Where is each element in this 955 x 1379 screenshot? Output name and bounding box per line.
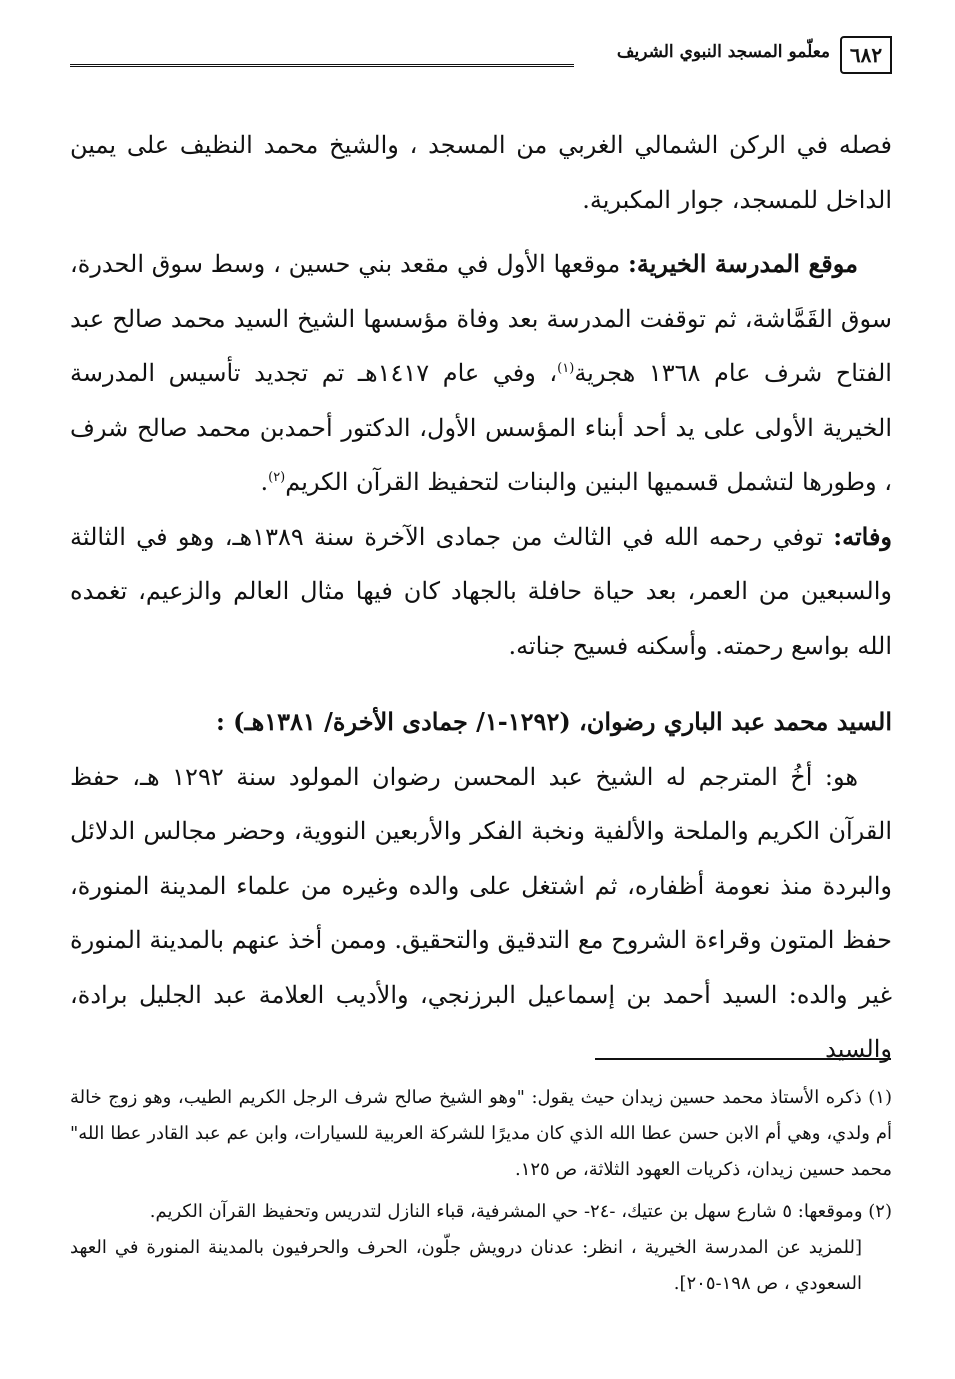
footnote-ref-2: (٢)	[268, 470, 286, 485]
biography-heading: السيد محمد عبد الباري رضوان، (١٢٩٢-١/ جمادى الأخرة/ ١٣٨١هـ) :	[215, 707, 892, 736]
footnote-2-continued: [للمزيد عن المدرسة الخيرية ، انظر: عدنان درويش جلّون، الحرف والحرفيون بالمدينة المنورة في العهد السعودي ، ص ١٩٨-٢٠٥].	[70, 1237, 862, 1294]
death-label: وفاته:	[833, 521, 892, 551]
running-header	[70, 34, 892, 78]
school-location-label: موقع المدرسة الخيرية:	[628, 249, 858, 278]
paragraph-biography: هو: أخُ المترجم له الشيخ عبد المحسن رضوان المولود سنة ١٢٩٢ هـ، حفظ القرآن الكريم والملحة والألفية ونخبة الفكر والأربعين النووية، وحضر مجالس الدلائل والبردة منذ نعومة أظفاره، ثم اشتغل على والده وغيره من علماء المدينة المنورة، حفظ المتون وقراءة الشروح مع التدقيق والتحقيق. وممن أخذ عنهم بالمدينة المنورة غير والده: السيد أحمد بن إسماعيل البرزنجي، والأديب العلامة عبد الجليل برادة، والسيد	[70, 762, 892, 1063]
death-text: توفي رحمه الله في الثالث من جمادى الآخرة سنة ١٣٨٩هـ، وهو في الثالثة والسبعين من العمر، بعد حياة حافلة بالجهاد كان فيها مثال العالم والزعيم، تغمده الله بواسع رحمته. وأسكنه فسيح جناته.	[70, 522, 892, 660]
paragraph-1: فصله في الركن الشمالي الغربي من المسجد ، والشيخ محمد النظيف على يمين الداخل للمسجد، جوار المكبرية.	[70, 131, 892, 214]
running-title: معلّمو المسجد النبوي الشريف	[616, 42, 830, 62]
school-location-end: .	[260, 468, 269, 496]
main-text	[70, 118, 892, 1077]
footnote-ref-1: (١)	[557, 361, 575, 376]
school-location-text-b: ، وفي عام ١٤١٧هـ تم تجديد تأسيس المدرسة الخيرية الأولى على يد أحد أبناء المؤسس الأول، الدكتور أحمدبن محمد صالح شرف ، وطورها لتشمل قسميها البنين والبنات لتحفيظ القرآن الكريم	[70, 359, 892, 496]
footnote-2: (٢) وموقعها: ٥ شارع سهل بن عتيك، -٢٤- حي المشرفية، قباء النازل لتدريس وتحفيظ القرآن الكريم.	[149, 1201, 892, 1222]
page-number: ٦٨٢	[840, 36, 892, 74]
footnotes	[70, 1080, 892, 1302]
footnote-1: (١) ذكره الأستاذ محمد حسين زيدان حيث يقول: "وهو الشيخ صالح شرف الرجل الكريم الطيب، وهو زوج خالة أم ولدي، وهي أم الابن حسن عطا الله الذي كان مديرًا للشركة العربية للسيارات، وابن عم عبد القادر عطا الله" محمد حسين زيدان، ذكريات العهود الثلاثة، ص ١٢٥.	[70, 1087, 893, 1180]
header-rule	[70, 64, 574, 67]
footnote-rule	[595, 1058, 891, 1060]
paragraph-death	[70, 510, 892, 674]
school-location-text-a: موقعها الأول في مقعد بني حسين ، وسط سوق الحدرة، سوق القَمَّاشة، ثم توقفت المدرسة بعد وفاة مؤسسها الشيخ السيد محمد صالح عبد الفتاح شرف عام ١٣٦٨ هجرية	[70, 250, 892, 387]
paragraph-school-location	[70, 237, 892, 510]
